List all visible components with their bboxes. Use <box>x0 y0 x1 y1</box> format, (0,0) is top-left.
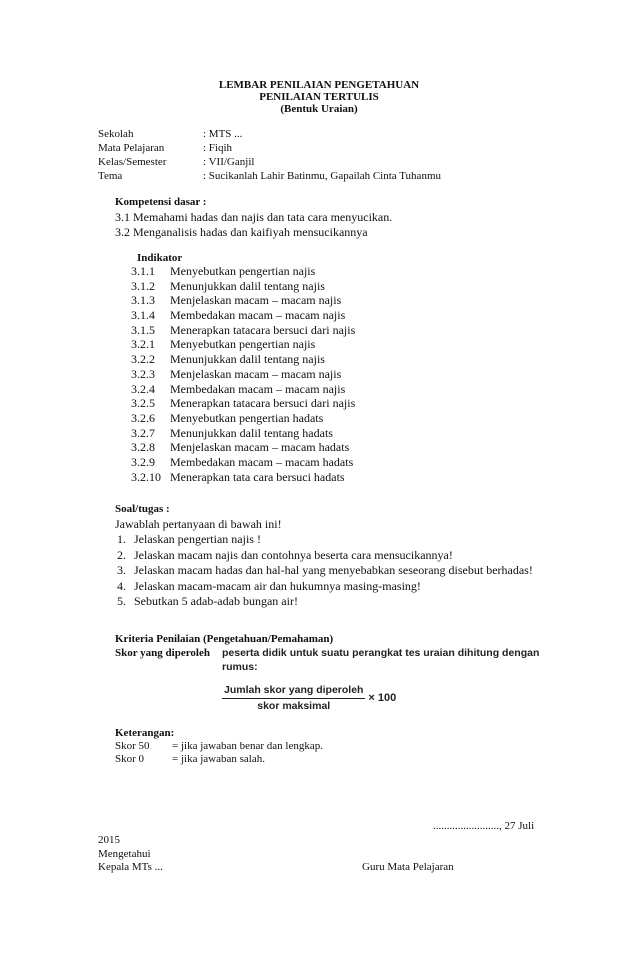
skor-description <box>222 646 539 674</box>
document-title: LEMBAR PENILAIAN PENGETAHUAN <box>218 79 420 91</box>
keterangan-item <box>115 740 323 753</box>
formula-multiplier: × 100 <box>368 692 397 704</box>
mengetahui-label: Mengetahui <box>98 848 151 860</box>
indikator-item <box>131 352 355 367</box>
indikator-number: 3.2.9 <box>131 454 155 469</box>
keterangan-heading: Keterangan: <box>115 727 175 739</box>
indikator-item <box>131 396 355 411</box>
soal-text: Jelaskan macam najis dan contohnya beserta cara mensucikannya! <box>134 547 453 562</box>
soal-item <box>117 563 533 579</box>
indikator-number: 3.2.10 <box>131 469 161 484</box>
keterangan-label: Skor 50 <box>115 740 150 752</box>
keterangan-text: = jika jawaban benar dan lengkap. <box>172 740 323 752</box>
indikator-number: 3.2.8 <box>131 440 155 455</box>
keterangan-text: = jika jawaban salah. <box>172 753 265 765</box>
formula-numerator: Jumlah skor yang diperoleh <box>222 684 365 699</box>
indikator-heading: Indikator <box>137 252 183 264</box>
kompetensi-heading: Kompetensi dasar : <box>115 196 207 208</box>
indikator-number: 3.2.4 <box>131 381 155 396</box>
info-value: : MTS ... <box>203 128 243 140</box>
soal-text: Sebutkan 5 adab-adab bungan air! <box>134 594 298 608</box>
indikator-item <box>131 440 355 455</box>
info-value: : VII/Ganjil <box>203 156 255 168</box>
info-label: Mata Pelajaran <box>98 142 165 154</box>
indikator-item <box>131 367 355 382</box>
info-value: : Fiqih <box>203 142 233 154</box>
indikator-number: 3.1.2 <box>131 278 155 293</box>
soal-number: 1. <box>117 532 126 546</box>
soal-list <box>117 532 533 610</box>
indikator-text: Menerapkan tata cara bersuci hadats <box>170 469 345 484</box>
soal-text: Jelaskan pengertian najis ! <box>134 532 261 546</box>
indikator-item <box>131 455 355 470</box>
indikator-text: Membedakan macam – macam najis <box>170 308 346 323</box>
formula-denominator: skor maksimal <box>257 700 331 712</box>
kompetensi-item: 3.2 Menganalisis hadas dan kaifiyah mensucikannya <box>115 225 368 239</box>
indikator-item <box>131 279 355 294</box>
kepala-label: Kepala MTs ... <box>98 861 163 873</box>
info-row-tema <box>98 170 441 183</box>
indikator-item <box>131 308 355 323</box>
indikator-text: Menyebutkan pengertian hadats <box>170 410 324 425</box>
keterangan-label: Skor 0 <box>115 753 145 765</box>
info-label: Sekolah <box>98 128 134 140</box>
indikator-number: 3.1.5 <box>131 322 155 337</box>
indikator-item <box>131 382 355 397</box>
info-label: Tema <box>98 170 123 182</box>
indikator-list <box>131 264 355 484</box>
indikator-number: 3.2.1 <box>131 337 155 352</box>
indikator-number: 3.2.2 <box>131 352 155 367</box>
indikator-number: 3.2.3 <box>131 366 155 381</box>
skor-description-line: rumus: <box>222 661 258 673</box>
indikator-item <box>131 470 355 485</box>
indikator-text: Membedakan macam – macam hadats <box>170 454 354 469</box>
soal-intro: Jawablah pertanyaan di bawah ini! <box>115 517 282 531</box>
indikator-item <box>131 411 355 426</box>
soal-text: Jelaskan macam hadas dan hal-hal yang menyebabkan seseorang disebut berhadas! <box>134 563 533 577</box>
soal-number: 4. <box>117 578 126 593</box>
soal-number: 5. <box>117 594 126 608</box>
indikator-text: Menunjukkan dalil tentang najis <box>170 278 325 293</box>
indikator-text: Menerapkan tatacara bersuci dari najis <box>170 322 356 337</box>
signature-date: ........................, 27 Juli <box>433 820 535 832</box>
soal-number: 2. <box>117 547 126 562</box>
soal-text: Jelaskan macam-macam air dan hukumnya masing-masing! <box>134 578 421 593</box>
indikator-item <box>131 337 355 352</box>
indikator-text: Menjelaskan macam – macam najis <box>170 293 342 308</box>
info-row-mapel <box>98 142 232 155</box>
document-form-type: (Bentuk Uraian) <box>280 103 358 115</box>
info-value: : Sucikanlah Lahir Batinmu, Gapailah Cinta Tuhanmu <box>203 170 441 182</box>
skor-description-line: peserta didik untuk suatu perangkat tes uraian dihitung dengan <box>222 647 540 659</box>
document-subtitle: PENILAIAN TERTULIS <box>259 91 379 103</box>
soal-item <box>117 579 533 595</box>
score-formula <box>222 684 396 713</box>
indikator-number: 3.2.6 <box>131 410 155 425</box>
indikator-text: Membedakan macam – macam najis <box>170 381 346 396</box>
soal-heading: Soal/tugas : <box>115 503 170 515</box>
soal-item <box>117 532 533 548</box>
formula-fraction <box>222 684 365 713</box>
indikator-text: Menjelaskan macam – macam hadats <box>170 440 350 455</box>
skor-label: Skor yang diperoleh <box>115 647 210 659</box>
indikator-text: Menunjukkan dalil tentang najis <box>170 352 325 367</box>
indikator-text: Menerapkan tatacara bersuci dari najis <box>170 396 356 411</box>
indikator-text: Menjelaskan macam – macam najis <box>170 366 342 381</box>
keterangan-item <box>115 753 265 766</box>
indikator-text: Menyebutkan pengertian najis <box>170 337 316 352</box>
soal-number: 3. <box>117 563 126 577</box>
soal-item <box>117 594 533 610</box>
kompetensi-item: 3.1 Memahami hadas dan najis dan tata cara menyucikan. <box>115 210 393 224</box>
indikator-text: Menyebutkan pengertian najis <box>170 264 316 278</box>
indikator-item <box>131 426 355 441</box>
indikator-number: 3.1.1 <box>131 264 155 278</box>
info-row-sekolah <box>98 128 242 141</box>
indikator-number: 3.1.3 <box>131 293 155 308</box>
indikator-number: 3.2.5 <box>131 396 155 411</box>
info-label: Kelas/Semester <box>98 156 167 168</box>
info-row-kelas <box>98 156 254 169</box>
indikator-text: Menunjukkan dalil tentang hadats <box>170 425 333 440</box>
kriteria-heading: Kriteria Penilaian (Pengetahuan/Pemahaman) <box>115 633 334 645</box>
indikator-number: 3.2.7 <box>131 425 155 440</box>
soal-item <box>117 548 533 564</box>
indikator-number: 3.1.4 <box>131 308 155 323</box>
indikator-item <box>131 293 355 308</box>
guru-label: Guru Mata Pelajaran <box>362 861 454 873</box>
indikator-item <box>131 264 355 279</box>
indikator-item <box>131 323 355 338</box>
signature-year: 2015 <box>98 834 120 846</box>
